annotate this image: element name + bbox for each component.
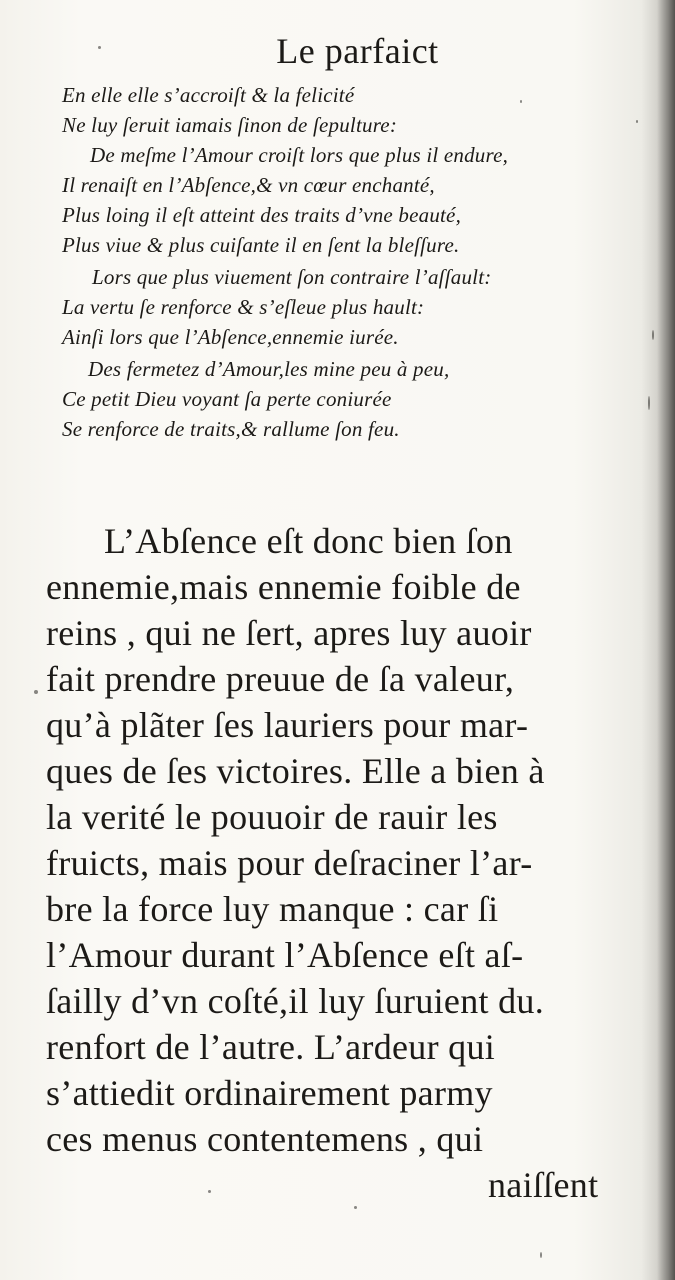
prose-line: bre la force luy manque : car ſi (46, 889, 499, 929)
prose-line: fait prendre preuue de ſa valeur, (46, 659, 515, 699)
catchword: naiſſent (488, 1165, 599, 1205)
prose-line: reins , qui ne ſert, apres luy auoir (46, 613, 532, 653)
ink-speck (648, 396, 650, 410)
prose-line: ques de ſes victoires. Elle a bien à (46, 751, 545, 791)
ink-speck (540, 1252, 542, 1258)
prose-line: la verité le pouuoir de rauir les (46, 797, 498, 837)
prose-line: ſailly d’vn coſté,il luy ſuruient du. (46, 981, 545, 1021)
running-title: Le parfaict (276, 31, 439, 71)
verse-line: Lors que plus viuement ſon contraire l’aſſault: (92, 265, 492, 289)
ink-speck (34, 690, 38, 694)
ink-speck (520, 100, 522, 103)
prose-line: ennemie,mais ennemie foible de (46, 567, 521, 607)
verse-line: Ainſi lors que l’Abſence,ennemie iurée. (62, 325, 399, 349)
ink-speck (636, 120, 638, 123)
verse-line: Plus viue & plus cuiſante il en ſent la bleſſure. (62, 233, 460, 257)
prose-line: l’Amour durant l’Abſence eſt aſ- (46, 935, 524, 975)
verse-line: Plus loing il eſt atteint des traits d’vne beauté, (62, 203, 462, 227)
verse-line: Se renforce de traits,& rallume ſon feu. (62, 417, 400, 441)
verse-line: En elle elle s’accroiſt & la felicité (62, 83, 355, 107)
prose-line: ces menus contentemens , qui (46, 1119, 484, 1159)
prose-line: s’attiedit ordinairement parmy (46, 1073, 493, 1113)
ink-speck (208, 1190, 211, 1193)
verse-line: Des fermetez d’Amour,les mine peu à peu, (88, 357, 450, 381)
verse-line: Ce petit Dieu voyant ſa perte coniurée (62, 387, 392, 411)
ink-speck (652, 330, 654, 340)
prose-line: renfort de l’autre. L’ardeur qui (46, 1027, 496, 1067)
prose-line: qu’à plãter ſes lauriers pour mar- (46, 705, 529, 745)
ink-speck (98, 46, 101, 49)
prose-line: fruicts, mais pour deſraciner l’ar- (46, 843, 533, 883)
verse-line: Il renaiſt en l’Abſence,& vn cœur enchanté, (62, 173, 435, 197)
verse-line: De meſme l’Amour croiſt lors que plus il endure, (90, 143, 509, 167)
verse-line: Ne luy ſeruit iamais ſinon de ſepulture: (62, 113, 398, 137)
prose-line: L’Abſence eſt donc bien ſon (104, 521, 513, 561)
verse-line: La vertu ſe renforce & s’eſleue plus hault: (62, 295, 425, 319)
ink-speck (354, 1206, 357, 1209)
page-edge-shadow (657, 0, 675, 1280)
